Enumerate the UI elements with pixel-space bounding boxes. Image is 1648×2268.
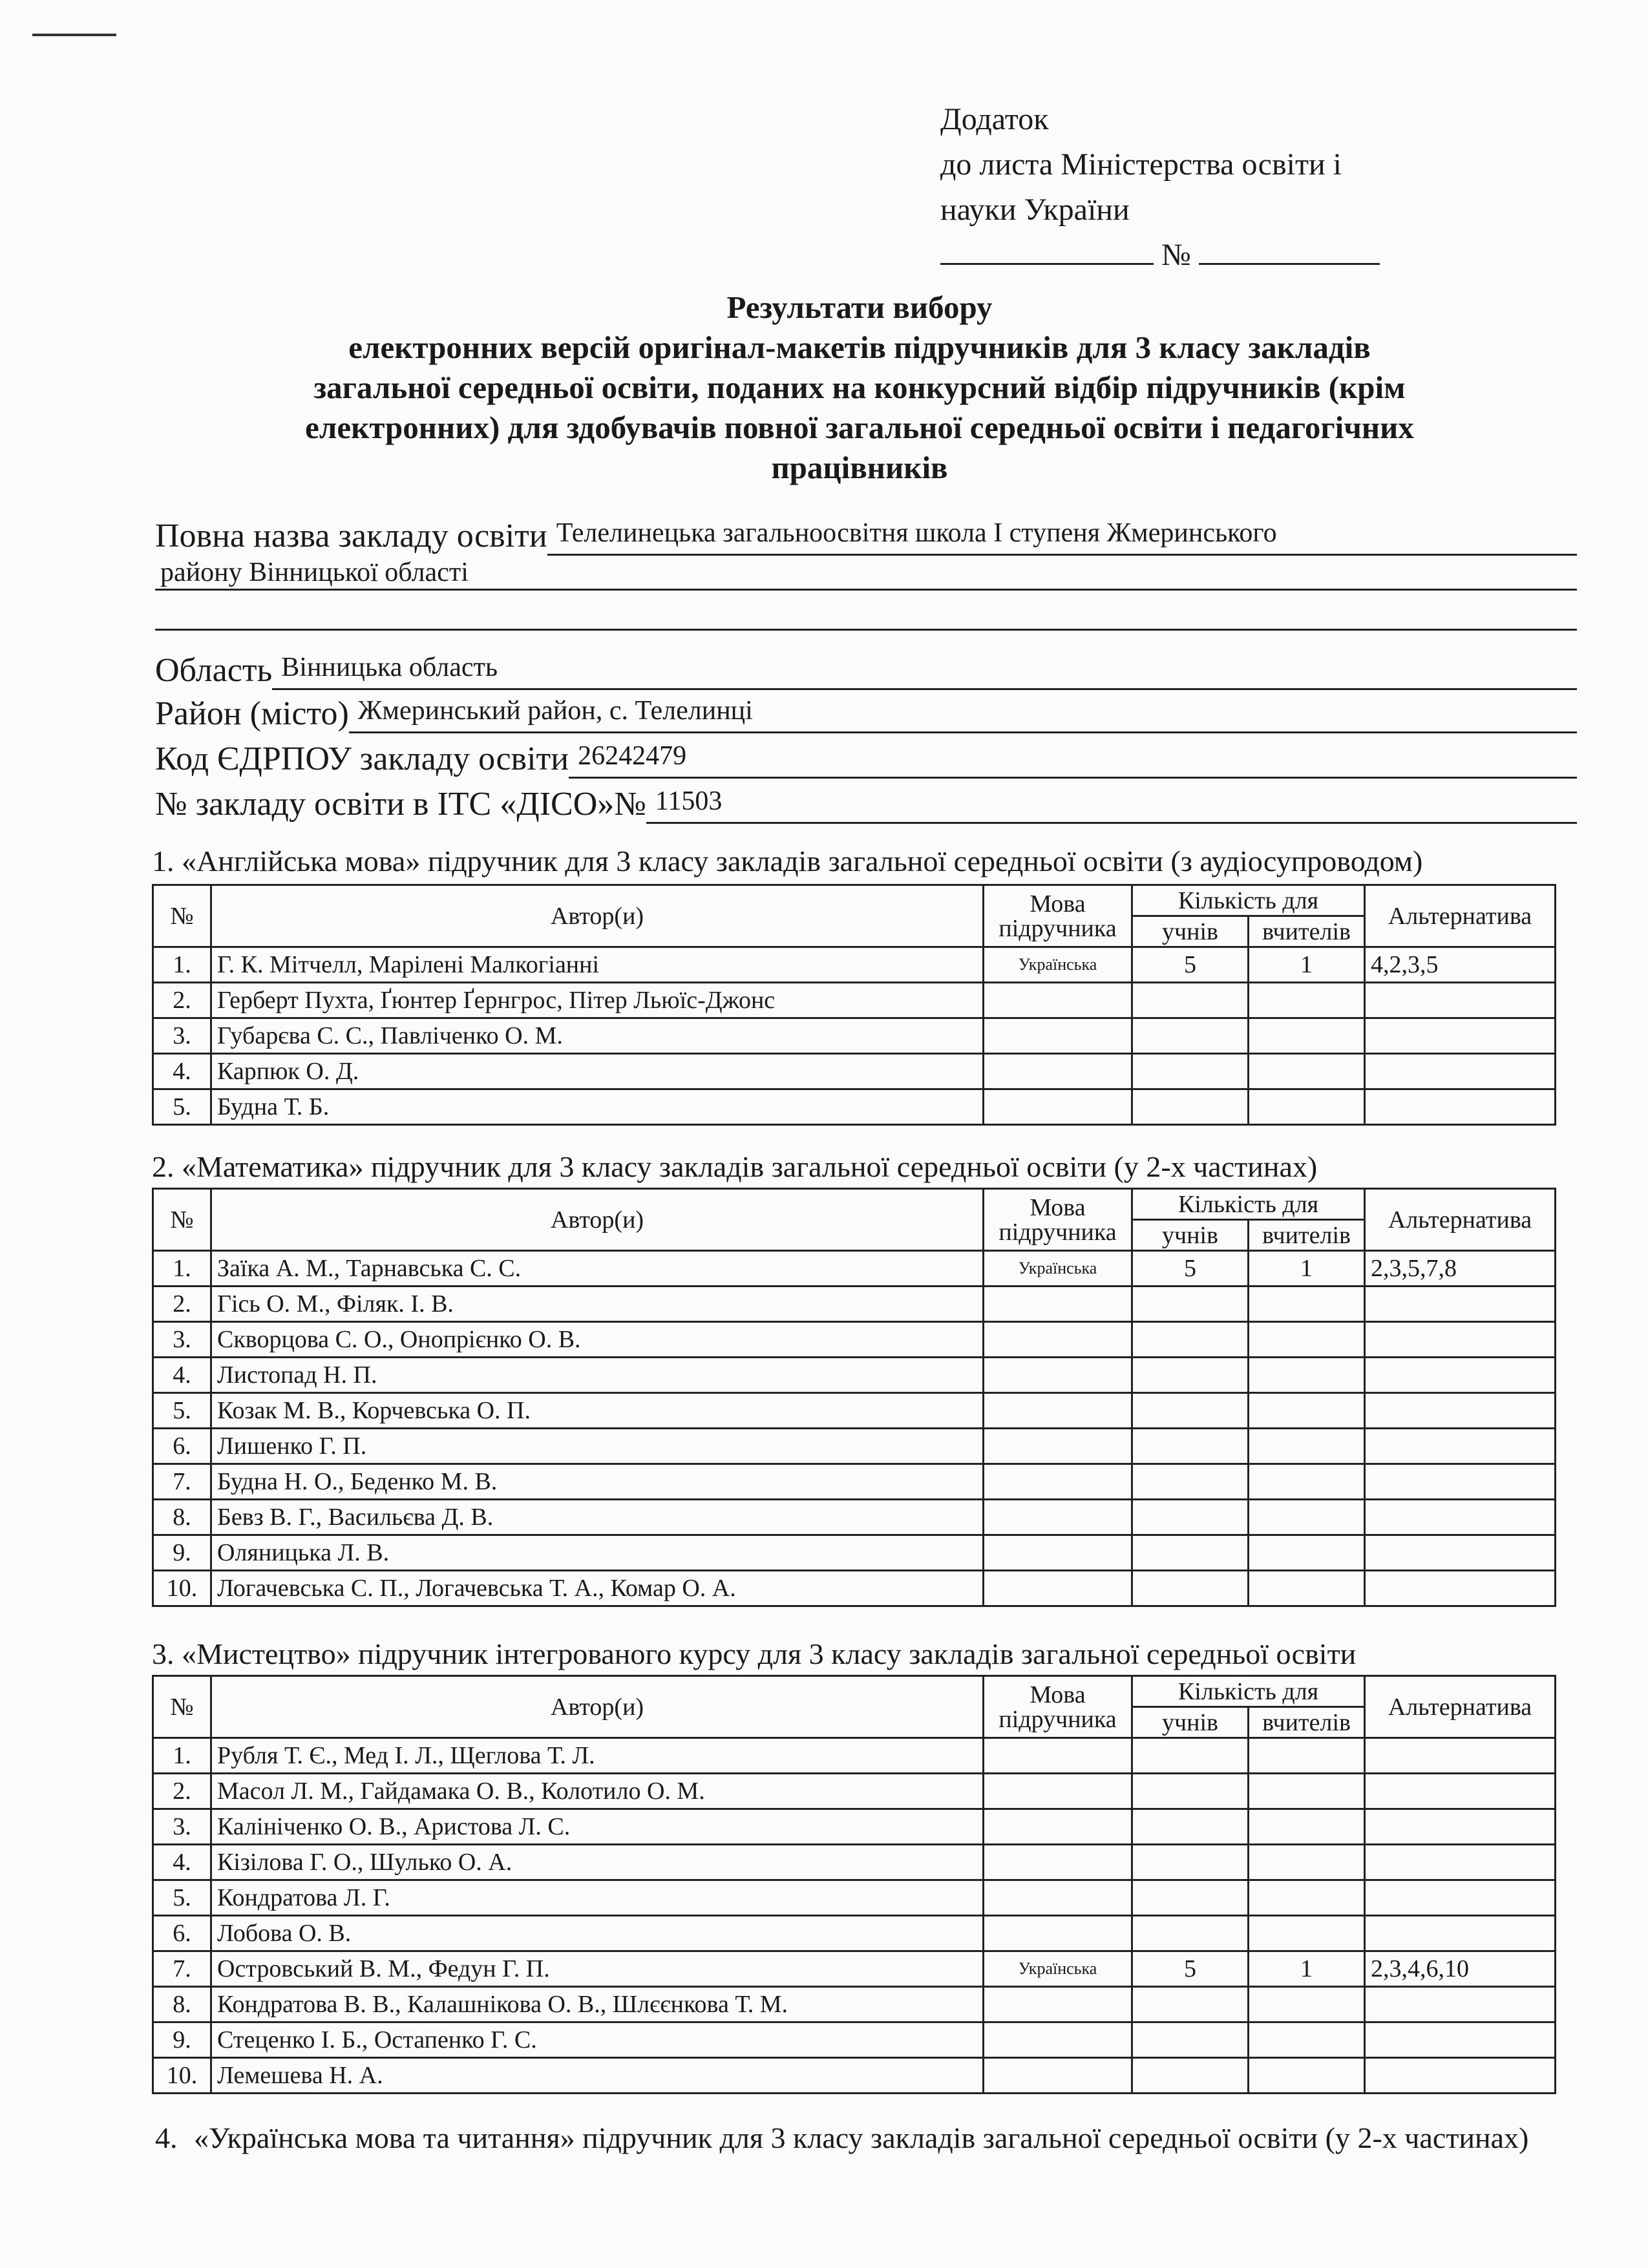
row-alternative [1365, 1393, 1556, 1429]
table-row [153, 983, 1556, 1018]
row-number: 1. [153, 1738, 211, 1774]
row-language [984, 1018, 1132, 1054]
row-alternative [1365, 2022, 1556, 2058]
table-row [153, 1738, 1556, 1774]
row-number: 5. [153, 1393, 211, 1429]
section-3-table [152, 1675, 1556, 2094]
row-author: Стеценко І. Б., Остапенко Г. С. [211, 2022, 984, 2058]
title-line-5: працівників [771, 450, 948, 485]
row-teachers-count: 1 [1249, 947, 1365, 983]
row-students-count [1132, 1054, 1249, 1089]
row-students-count [1132, 1774, 1249, 1809]
table-header-row [153, 885, 1556, 916]
row-alternative: 2,3,4,6,10 [1365, 1951, 1556, 1987]
table-row [153, 1987, 1556, 2022]
row-teachers-count [1249, 1987, 1365, 2022]
table-header-row [153, 1189, 1556, 1220]
row-students-count [1132, 2022, 1249, 2058]
district-field [155, 691, 1577, 733]
table-row [153, 1251, 1556, 1286]
school-name-continuation: району Вінницької області [155, 554, 1577, 591]
table-row [153, 2022, 1556, 2058]
header-language-bottom: підручника [998, 1218, 1117, 1246]
header-language [984, 1676, 1132, 1738]
row-language [984, 1809, 1132, 1845]
row-number: 2. [153, 983, 211, 1018]
row-author: Лемешева Н. А. [211, 2058, 984, 2094]
section-2-table [152, 1188, 1556, 1607]
row-number: 7. [153, 1464, 211, 1500]
itc-field [155, 782, 1577, 824]
header-number: № [153, 885, 211, 947]
row-language [984, 1571, 1132, 1606]
row-number: 10. [153, 2058, 211, 2094]
row-number: 6. [153, 1916, 211, 1951]
row-teachers-count [1249, 2022, 1365, 2058]
row-teachers-count [1249, 1916, 1365, 1951]
header-author: Автор(и) [211, 1189, 984, 1251]
header-teachers: вчителів [1249, 1220, 1365, 1251]
row-teachers-count [1249, 1089, 1365, 1125]
row-author: Губарєва С. С., Павліченко О. М. [211, 1018, 984, 1054]
scan-mark [32, 34, 116, 36]
table-row [153, 1845, 1556, 1880]
row-author: Логачевська С. П., Логачевська Т. А., Комар О. А. [211, 1571, 984, 1606]
table-row [153, 1089, 1556, 1125]
row-language [984, 1358, 1132, 1393]
row-number: 9. [153, 1535, 211, 1571]
header-author: Автор(и) [211, 1676, 984, 1738]
row-number: 1. [153, 1251, 211, 1286]
row-students-count [1132, 1500, 1249, 1535]
row-language [984, 1393, 1132, 1429]
row-students-count [1132, 1987, 1249, 2022]
section-4-number: 4. [155, 2121, 178, 2154]
row-number: 8. [153, 1987, 211, 2022]
row-students-count [1132, 1535, 1249, 1571]
district-value: Жмеринський район, с. Телелинці [349, 691, 1577, 733]
row-alternative [1365, 1322, 1556, 1358]
table-row [153, 1500, 1556, 1535]
header-author: Автор(и) [211, 885, 984, 947]
row-teachers-count [1249, 1018, 1365, 1054]
row-teachers-count [1249, 1774, 1365, 1809]
row-language: Українська [984, 1951, 1132, 1987]
row-language [984, 1880, 1132, 1916]
row-teachers-count: 1 [1249, 1251, 1365, 1286]
row-students-count [1132, 1393, 1249, 1429]
region-label: Область [155, 652, 273, 689]
row-author: Гісь О. М., Філяк. І. В. [211, 1286, 984, 1322]
title-line-4: електронних) для здобувачів повної загальної середньої освіти і педагогічних [305, 410, 1414, 445]
row-author: Лишенко Г. П. [211, 1429, 984, 1464]
appendix-block [940, 97, 1380, 278]
row-teachers-count [1249, 1358, 1365, 1393]
table-row [153, 1951, 1556, 1987]
itc-value: 11503 [646, 782, 1577, 824]
row-students-count: 5 [1132, 947, 1249, 983]
row-students-count [1132, 983, 1249, 1018]
table-row [153, 1571, 1556, 1606]
row-teachers-count [1249, 1500, 1365, 1535]
row-alternative [1365, 1464, 1556, 1500]
row-students-count [1132, 1916, 1249, 1951]
table-row [153, 1916, 1556, 1951]
row-language [984, 1500, 1132, 1535]
row-author: Герберт Пухта, Ґюнтер Ґернгрос, Пітер Льюїс-Джонс [211, 983, 984, 1018]
section-1-table [152, 884, 1556, 1126]
region-value: Вінницька область [272, 648, 1577, 690]
row-teachers-count [1249, 1429, 1365, 1464]
row-number: 5. [153, 1880, 211, 1916]
row-alternative [1365, 1429, 1556, 1464]
header-alternative: Альтернатива [1365, 1189, 1556, 1251]
row-alternative [1365, 1880, 1556, 1916]
row-students-count [1132, 1018, 1249, 1054]
row-teachers-count [1249, 1464, 1365, 1500]
section-4-heading [155, 2119, 1577, 2157]
row-alternative [1365, 1774, 1556, 1809]
row-author: Козак М. В., Корчевська О. П. [211, 1393, 984, 1429]
row-teachers-count [1249, 1054, 1365, 1089]
row-author: Кізілова Г. О., Шулько О. А. [211, 1845, 984, 1880]
row-alternative [1365, 1089, 1556, 1125]
date-blank [940, 237, 1154, 265]
table-row [153, 1809, 1556, 1845]
table-row [153, 1535, 1556, 1571]
header-alternative: Альтернатива [1365, 1676, 1556, 1738]
appendix-number-line [940, 233, 1380, 278]
row-number: 4. [153, 1358, 211, 1393]
row-alternative [1365, 1018, 1556, 1054]
row-teachers-count [1249, 1571, 1365, 1606]
row-students-count: 5 [1132, 1951, 1249, 1987]
region-field [155, 648, 1577, 690]
header-number: № [153, 1676, 211, 1738]
row-alternative [1365, 1916, 1556, 1951]
row-alternative [1365, 1738, 1556, 1774]
row-alternative: 4,2,3,5 [1365, 947, 1556, 983]
row-alternative [1365, 2058, 1556, 2094]
row-language [984, 1987, 1132, 2022]
row-author: Будна Т. Б. [211, 1089, 984, 1125]
header-language-top: Мова [1030, 1681, 1086, 1708]
edrpou-field [155, 737, 1577, 779]
section-1-heading: 1. «Англійська мова» підручник для 3 класу закладів загальної середньої освіти (з аудіосупроводом) [152, 845, 1423, 877]
row-teachers-count [1249, 2058, 1365, 2094]
row-alternative [1365, 1286, 1556, 1322]
title-line-3: загальної середньої освіти, поданих на конкурсний відбір підручників (крім [313, 370, 1406, 405]
row-number: 4. [153, 1054, 211, 1089]
row-students-count [1132, 1738, 1249, 1774]
row-students-count [1132, 1322, 1249, 1358]
header-number: № [153, 1189, 211, 1251]
header-students: учнів [1132, 916, 1249, 947]
row-students-count [1132, 1429, 1249, 1464]
row-number: 9. [153, 2022, 211, 2058]
edrpou-value: 26242479 [569, 737, 1577, 779]
row-language [984, 1535, 1132, 1571]
row-alternative [1365, 983, 1556, 1018]
blank-line [155, 594, 1577, 631]
row-author: Карпюк О. Д. [211, 1054, 984, 1089]
row-number: 3. [153, 1322, 211, 1358]
row-students-count [1132, 1845, 1249, 1880]
table-row [153, 1464, 1556, 1500]
row-teachers-count [1249, 1845, 1365, 1880]
itc-label: № закладу освіти в ІТС «ДІСО»№ [155, 786, 646, 823]
row-students-count [1132, 1286, 1249, 1322]
school-name-label: Повна назва закладу освіти [155, 518, 547, 554]
row-alternative [1365, 1358, 1556, 1393]
row-number: 7. [153, 1951, 211, 1987]
row-author: Оляницька Л. В. [211, 1535, 984, 1571]
row-teachers-count [1249, 1322, 1365, 1358]
row-students-count [1132, 1809, 1249, 1845]
row-author: Лобова О. В. [211, 1916, 984, 1951]
row-students-count [1132, 1358, 1249, 1393]
header-language-bottom: підручника [998, 1705, 1117, 1733]
row-number: 4. [153, 1845, 211, 1880]
row-author: Островський В. М., Федун Г. П. [211, 1951, 984, 1987]
row-language [984, 1286, 1132, 1322]
document-title [129, 288, 1590, 488]
header-language-top: Мова [1030, 890, 1086, 918]
row-students-count [1132, 1880, 1249, 1916]
row-students-count [1132, 1464, 1249, 1500]
section-4-text: «Українська мова та читання» підручник для 3 класу закладів загальної середньої освіти (у 2-х частинах) [194, 2121, 1529, 2154]
table-header-row [153, 1676, 1556, 1707]
row-teachers-count [1249, 1286, 1365, 1322]
header-count: Кількість для [1132, 885, 1365, 916]
header-language-top: Мова [1030, 1193, 1086, 1221]
row-language [984, 1774, 1132, 1809]
row-alternative [1365, 1535, 1556, 1571]
row-language [984, 1322, 1132, 1358]
appendix-line-3: науки України [940, 193, 1130, 227]
header-language [984, 885, 1132, 947]
row-author: Скворцова С. О., Онопрієнко О. В. [211, 1322, 984, 1358]
row-number: 2. [153, 1286, 211, 1322]
row-students-count [1132, 2058, 1249, 2094]
row-author: Листопад Н. П. [211, 1358, 984, 1393]
table-row [153, 1880, 1556, 1916]
table-row [153, 1358, 1556, 1393]
row-language [984, 1845, 1132, 1880]
section-3-heading: 3. «Мистецтво» підручник інтегрованого курсу для 3 класу закладів загальної середньої освіти [152, 1637, 1357, 1670]
row-teachers-count [1249, 1535, 1365, 1571]
header-alternative: Альтернатива [1365, 885, 1556, 947]
row-students-count [1132, 1089, 1249, 1125]
row-teachers-count [1249, 983, 1365, 1018]
number-blank [1199, 237, 1380, 265]
school-name-value: Телелинецька загальноосвітня школа І ступеня Жмеринського [547, 514, 1577, 556]
row-teachers-count [1249, 1809, 1365, 1845]
header-language [984, 1189, 1132, 1251]
row-number: 5. [153, 1089, 211, 1125]
row-number: 2. [153, 1774, 211, 1809]
row-author: Заїка А. М., Тарнавська С. С. [211, 1251, 984, 1286]
district-label: Район (місто) [155, 695, 349, 732]
row-teachers-count [1249, 1738, 1365, 1774]
header-count: Кількість для [1132, 1676, 1365, 1707]
row-author: Калініченко О. В., Аристова Л. С. [211, 1809, 984, 1845]
row-author: Г. К. Мітчелл, Марілені Малкогіанні [211, 947, 984, 983]
section-2-heading: 2. «Математика» підручник для 3 класу закладів загальної середньої освіти (у 2-х частинах) [152, 1150, 1318, 1183]
table-row [153, 1286, 1556, 1322]
row-author: Кондратова В. В., Калашнікова О. В., Шлєєнкова Т. М. [211, 1987, 984, 2022]
row-language [984, 983, 1132, 1018]
row-alternative: 2,3,5,7,8 [1365, 1251, 1556, 1286]
row-teachers-count [1249, 1393, 1365, 1429]
table-row [153, 1393, 1556, 1429]
row-teachers-count [1249, 1880, 1365, 1916]
row-language [984, 1738, 1132, 1774]
table-row [153, 1774, 1556, 1809]
row-alternative [1365, 1987, 1556, 2022]
row-number: 6. [153, 1429, 211, 1464]
row-language [984, 2058, 1132, 2094]
title-line-1: Результати вибору [726, 289, 993, 325]
row-language [984, 1429, 1132, 1464]
table-row [153, 1054, 1556, 1089]
row-author: Кондратова Л. Г. [211, 1880, 984, 1916]
row-number: 3. [153, 1018, 211, 1054]
table-row [153, 1018, 1556, 1054]
number-sign: № [1161, 238, 1191, 272]
row-author: Масол Л. М., Гайдамака О. В., Колотило О. М. [211, 1774, 984, 1809]
header-students: учнів [1132, 1707, 1249, 1738]
appendix-line-1: Додаток [940, 102, 1049, 136]
header-teachers: вчителів [1249, 1707, 1365, 1738]
row-language: Українська [984, 1251, 1132, 1286]
row-alternative [1365, 1500, 1556, 1535]
row-language [984, 1089, 1132, 1125]
row-number: 1. [153, 947, 211, 983]
row-language: Українська [984, 947, 1132, 983]
appendix-line-2: до листа Міністерства освіти і [940, 147, 1342, 182]
row-teachers-count: 1 [1249, 1951, 1365, 1987]
row-number: 3. [153, 1809, 211, 1845]
row-alternative [1365, 1809, 1556, 1845]
table-row [153, 1429, 1556, 1464]
title-line-2: електронних версій оригінал-макетів підручників для 3 класу закладів [348, 330, 1371, 365]
row-author: Бевз В. Г., Васильєва Д. В. [211, 1500, 984, 1535]
row-author: Будна Н. О., Беденко М. В. [211, 1464, 984, 1500]
row-alternative [1365, 1845, 1556, 1880]
table-row [153, 947, 1556, 983]
row-students-count: 5 [1132, 1251, 1249, 1286]
table-row [153, 1322, 1556, 1358]
row-students-count [1132, 1571, 1249, 1606]
row-number: 8. [153, 1500, 211, 1535]
school-name-field [155, 514, 1577, 556]
header-language-bottom: підручника [998, 914, 1117, 942]
row-alternative [1365, 1054, 1556, 1089]
row-language [984, 1464, 1132, 1500]
header-teachers: вчителів [1249, 916, 1365, 947]
row-alternative [1365, 1571, 1556, 1606]
table-row [153, 2058, 1556, 2094]
row-author: Рубля Т. Є., Мед І. Л., Щеглова Т. Л. [211, 1738, 984, 1774]
header-count: Кількість для [1132, 1189, 1365, 1220]
row-language [984, 1054, 1132, 1089]
edrpou-label: Код ЄДРПОУ закладу освіти [155, 740, 569, 777]
row-language [984, 2022, 1132, 2058]
header-students: учнів [1132, 1220, 1249, 1251]
row-number: 10. [153, 1571, 211, 1606]
row-language [984, 1916, 1132, 1951]
